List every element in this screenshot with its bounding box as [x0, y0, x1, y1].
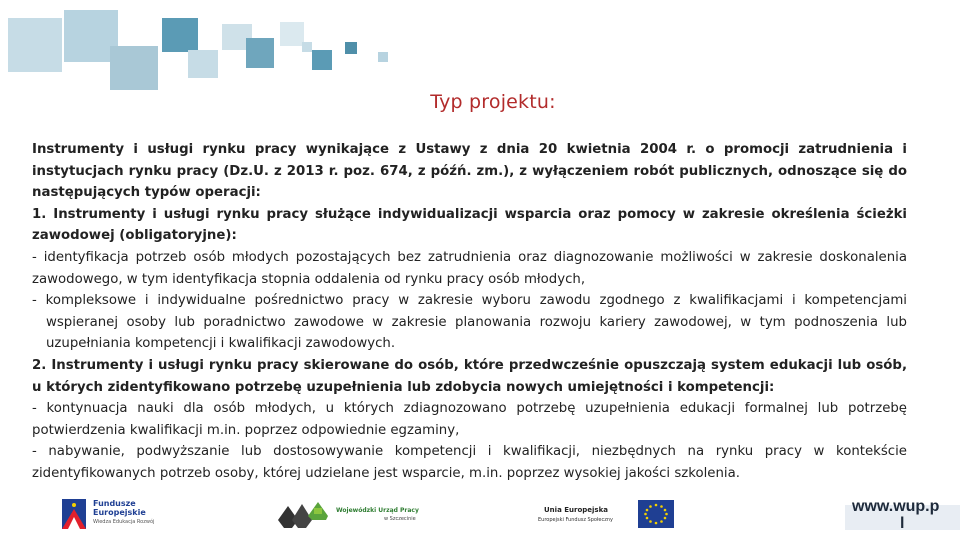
- decor-square: [302, 42, 312, 52]
- decor-square: [110, 46, 158, 90]
- ue-logo-line1: Unia Europejska: [544, 506, 608, 514]
- section-1-heading: 1. Instrumenty i usługi rynku pracy służące indywidualizacji wsparcia oraz pomocy w zakresie określenia ścieżki zawodowej (obligatoryjne):: [32, 206, 907, 244]
- wup-logo-line1: Wojewódzki Urząd Pracy: [336, 507, 419, 514]
- slide-body: [32, 139, 907, 485]
- fe-logo: [60, 497, 180, 531]
- website-text: www.wup.p: [852, 498, 940, 515]
- decor-square: [378, 52, 388, 62]
- section-1-item: - kompleksowe i indywidualne pośrednictwo pracy w zakresie wyboru zawodu zgodnego z kwalifikacjami i kompetencjami wspieranej osoby lub poradnictwo zawodowe w zakresie planowania rozwoju kariery zawodowej, w tym podnoszenia lub uzupełniania kompetencji i kwalifikacji zawodowych.: [32, 293, 907, 352]
- decor-square: [162, 18, 198, 52]
- intro-paragraph: Instrumenty i usługi rynku pracy wynikające z Ustawy z dnia 20 kwietnia 2004 r. o promocji zatrudnienia i instytucjach rynku pracy (Dz.U. z 2013 r. poz. 674, z późń. zm.), z wyłączeniem robót publicznych, odnoszące się do następujących typów operacji:: [32, 142, 907, 201]
- section-1-item: - identyfikacja potrzeb osób młodych pozostających bez zatrudnienia oraz diagnozowanie możliwości w zakresie doskonalenia zawodowego, w tym identyfikacja stopnia oddalenia od rynku pracy osób młodych,: [32, 249, 907, 287]
- decor-square: [8, 18, 62, 72]
- wup-logo-line2: w Szczecinie: [384, 516, 416, 522]
- decor-square: [188, 50, 218, 78]
- wup-logo: [278, 498, 438, 532]
- decor-square: [246, 38, 274, 68]
- wup-emblem-icon: [278, 498, 332, 530]
- section-2-item: - kontynuacja nauki dla osób młodych, u których zdiagnozowano potrzebę uzupełnienia edukacji formalnej lub potrzebę potwierdzenia kwalifikacji m.in. poprzez odpowiednie egzaminy,: [32, 401, 907, 438]
- ue-logo-line2: Europejski Fundusz Społeczny: [538, 517, 613, 523]
- website-link[interactable]: [852, 497, 960, 531]
- slide-title: Typ projektu:: [430, 91, 556, 113]
- decor-square: [345, 42, 357, 54]
- fe-logo-line3: Wiedza Edukacja Rozwój: [93, 519, 155, 525]
- website-text-tail: l: [900, 515, 905, 532]
- section-2-item: - nabywanie, podwyższanie lub dostosowywanie kompetencji i kwalifikacji, niezbędnych na rynku pracy w kontekście zidentyfikowanych potrzeb osoby, której udzielane jest wsparcie, m.in. poprzez wysokiej jakości szkolenia.: [32, 444, 907, 481]
- fe-emblem-icon: [60, 499, 88, 529]
- fe-logo-line2: Europejskie: [93, 508, 146, 517]
- eu-flag-icon: [638, 500, 674, 528]
- ue-logo: [538, 500, 678, 532]
- section-2-heading: 2. Instrumenty i usługi rynku pracy skierowane do osób, które przedwcześnie opuszczają system edukacji lub osób, u których zidentyfikowano potrzebę uzupełnienia lub zdobycia nowych umiejętności i kompetencji:: [32, 357, 907, 395]
- fe-logo-line1: Fundusze: [93, 499, 136, 508]
- decor-square: [280, 22, 304, 46]
- decor-square: [312, 50, 332, 70]
